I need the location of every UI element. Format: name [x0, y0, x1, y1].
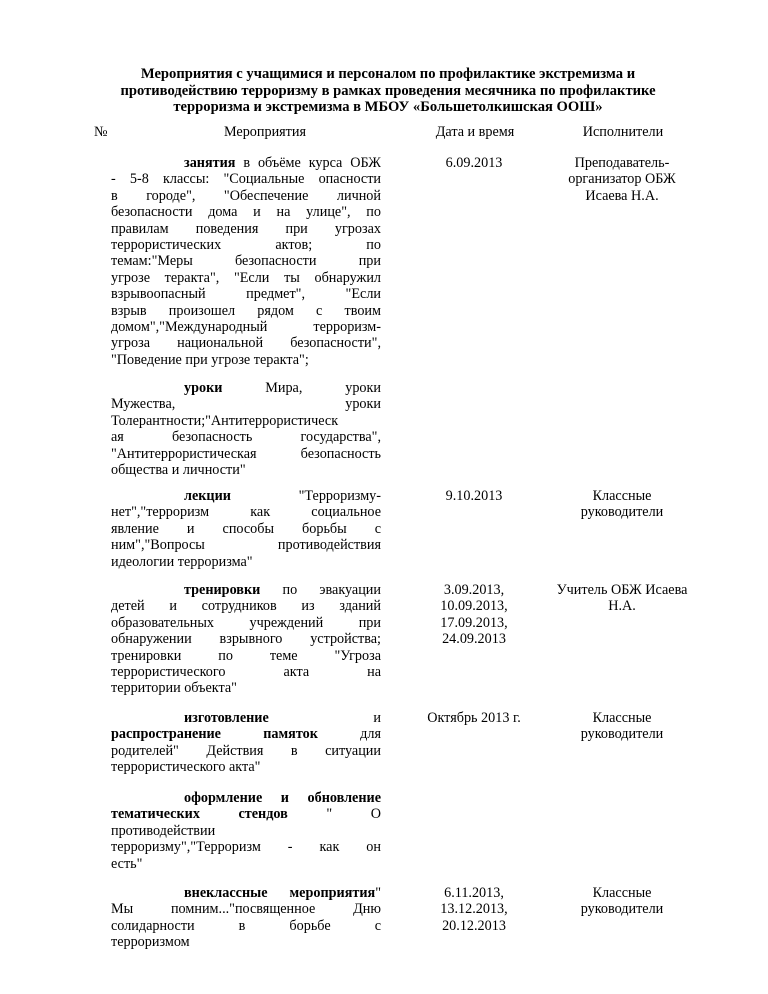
event-line	[111, 823, 381, 839]
event-description	[111, 710, 381, 776]
event-text: Мы помним..."посвященное Дню	[111, 901, 381, 918]
event-line	[111, 221, 381, 237]
event-text: Мужества, уроки	[111, 396, 381, 413]
event-line	[111, 253, 381, 269]
event-text: угрозе теракта", "Если ты обнаружил	[111, 269, 381, 286]
event-line	[111, 319, 381, 335]
event-keyword: занятия	[184, 155, 236, 171]
event-line	[111, 680, 381, 696]
event-text: домом","Международный терроризм-	[111, 318, 381, 335]
event-text: тренировки по теме "Угроза	[111, 647, 381, 664]
event-line	[111, 901, 381, 917]
event-text: "Терроризму-	[230, 488, 381, 504]
event-keyword: тематических стендов	[111, 806, 288, 823]
event-line	[111, 521, 381, 537]
executor-line: Н.А.	[608, 598, 636, 615]
event-line	[111, 204, 381, 220]
date-line: 6.09.2013	[445, 155, 503, 171]
event-line	[111, 396, 381, 412]
event-line	[111, 488, 381, 504]
date-line: 17.09.2013,	[440, 614, 508, 631]
executor-line: Преподаватель-	[574, 155, 670, 171]
event-keyword: уроки	[184, 380, 223, 396]
event-line	[111, 582, 381, 598]
executor-line: руководители	[580, 726, 664, 743]
event-line	[111, 504, 381, 520]
date-line: 20.12.2013	[442, 917, 506, 934]
event-text: есть"	[111, 855, 143, 872]
header-executors: Исполнители	[582, 124, 664, 140]
event-date	[404, 488, 544, 504]
event-text: родителей" Действия в ситуации	[111, 742, 381, 759]
event-keyword: распространение памяток	[111, 726, 318, 743]
event-text: ним","Вопросы противодействия	[111, 537, 381, 554]
event-description	[111, 790, 381, 872]
event-date	[404, 155, 544, 171]
event-text: противодействии	[111, 822, 216, 839]
event-text: в объёме курса ОБЖ	[235, 155, 381, 171]
event-text: " О	[287, 806, 381, 823]
header-date: Дата и время	[435, 124, 515, 140]
event-line	[111, 790, 381, 806]
event-text: взрывоопасный предмет", "Если	[111, 286, 381, 303]
event-line	[111, 664, 381, 680]
event-line	[111, 413, 381, 429]
event-line	[111, 155, 381, 171]
event-line	[111, 934, 381, 950]
event-executors	[540, 582, 704, 615]
event-text: ая безопасность государства",	[111, 429, 381, 446]
event-line	[111, 918, 381, 934]
date-line: 10.09.2013,	[440, 598, 508, 615]
event-description	[111, 885, 381, 951]
document-title: Мероприятия с учащимися и персоналом по профилактике экстремизма и противодействию терроризму в рамках проведения месячника по профилактике терроризма и экстремизма в МБОУ «Большетолкишская ООШ»	[120, 66, 656, 115]
event-text: и	[268, 710, 381, 726]
event-line	[111, 286, 381, 302]
event-keyword: изготовление	[184, 710, 269, 726]
executor-line: руководители	[580, 901, 664, 918]
event-text: нет","терроризм как социальное	[111, 504, 381, 521]
event-text: обнаружении взрывного устройства;	[111, 631, 381, 648]
event-date	[404, 710, 544, 726]
event-text: территории объекта"	[111, 680, 237, 697]
event-text: по эвакуации	[260, 582, 381, 598]
date-line: 3.09.2013,	[443, 582, 505, 598]
executor-line: Классные	[592, 488, 652, 504]
event-text: образовательных учреждений при	[111, 614, 381, 631]
date-line: 6.11.2013,	[444, 885, 504, 901]
event-text: общества и личности"	[111, 461, 246, 478]
event-line	[111, 303, 381, 319]
header-events: Мероприятия	[223, 124, 307, 140]
event-line	[111, 726, 381, 742]
event-text: идеологии терроризма"	[111, 553, 253, 570]
event-line	[111, 171, 381, 187]
event-keyword: лекции	[184, 488, 231, 504]
event-line	[111, 352, 381, 368]
event-line	[111, 380, 381, 396]
event-text: явление и способы борьбы с	[111, 520, 381, 537]
event-text: террористического акта на	[111, 663, 381, 680]
event-text: "Поведение при угрозе теракта";	[111, 351, 309, 368]
event-text: в городе", "Обеспечение личной	[111, 187, 381, 204]
event-line	[111, 188, 381, 204]
event-line	[111, 856, 381, 872]
event-text: терроризмом	[111, 934, 190, 951]
event-text: Мира, уроки	[222, 380, 381, 396]
event-keyword: тренировки	[184, 582, 261, 598]
event-line	[111, 554, 381, 570]
event-keyword: оформление и обновление	[184, 790, 381, 806]
date-line: 9.10.2013	[445, 488, 503, 504]
event-text: для	[317, 726, 381, 743]
event-text: - 5-8 классы: "Социальные опасности	[111, 171, 381, 188]
event-text: террористического акта"	[111, 759, 261, 776]
executor-line: руководители	[580, 504, 664, 521]
event-line	[111, 462, 381, 478]
event-text: темам:"Меры безопасности при	[111, 253, 381, 270]
event-text: "Антитеррористическая безопасность	[111, 445, 381, 462]
event-text: правилам поведения при угрозах	[111, 220, 381, 237]
event-date	[404, 885, 544, 934]
event-description	[111, 380, 381, 478]
event-text: солидарности в борьбе с	[111, 917, 381, 934]
event-line	[111, 615, 381, 631]
event-text: террористических актов; по	[111, 236, 381, 253]
event-executors	[540, 155, 704, 204]
event-executors	[540, 710, 704, 743]
event-line	[111, 598, 381, 614]
event-line	[111, 429, 381, 445]
event-line	[111, 759, 381, 775]
event-executors	[540, 488, 704, 521]
event-text: детей и сотрудников из зданий	[111, 598, 381, 615]
event-description	[111, 155, 381, 368]
event-description	[111, 488, 381, 570]
event-text: Толерантности;"Антитеррористическ	[111, 412, 339, 429]
event-line	[111, 743, 381, 759]
event-text: угроза национальной безопасности",	[111, 335, 381, 352]
event-description	[111, 582, 381, 697]
header-number: №	[94, 124, 108, 140]
event-line	[111, 237, 381, 253]
event-executors	[540, 885, 704, 918]
event-text: терроризму","Терроризм - как он	[111, 839, 381, 856]
executor-line: Исаева Н.А.	[585, 187, 659, 204]
executor-line: Классные	[592, 885, 652, 901]
event-text: взрыв произошел рядом с твоим	[111, 302, 381, 319]
event-line	[111, 648, 381, 664]
event-date	[404, 582, 544, 648]
date-line: Октябрь 2013 г.	[427, 710, 521, 726]
event-keyword: внеклассные мероприятия	[184, 885, 376, 901]
executor-line: Классные	[592, 710, 652, 726]
executor-line: Учитель ОБЖ Исаева	[556, 582, 688, 598]
event-text: "	[375, 885, 381, 901]
event-line	[111, 710, 381, 726]
date-line: 13.12.2013,	[440, 901, 508, 918]
event-line	[111, 631, 381, 647]
event-line	[111, 885, 381, 901]
event-line	[111, 806, 381, 822]
event-line	[111, 537, 381, 553]
event-line	[111, 270, 381, 286]
date-line: 24.09.2013	[442, 631, 506, 648]
executor-line: организатор ОБЖ	[568, 171, 676, 188]
event-text: безопасности дома и на улице", по	[111, 204, 381, 221]
event-line	[111, 335, 381, 351]
event-line	[111, 839, 381, 855]
event-line	[111, 446, 381, 462]
